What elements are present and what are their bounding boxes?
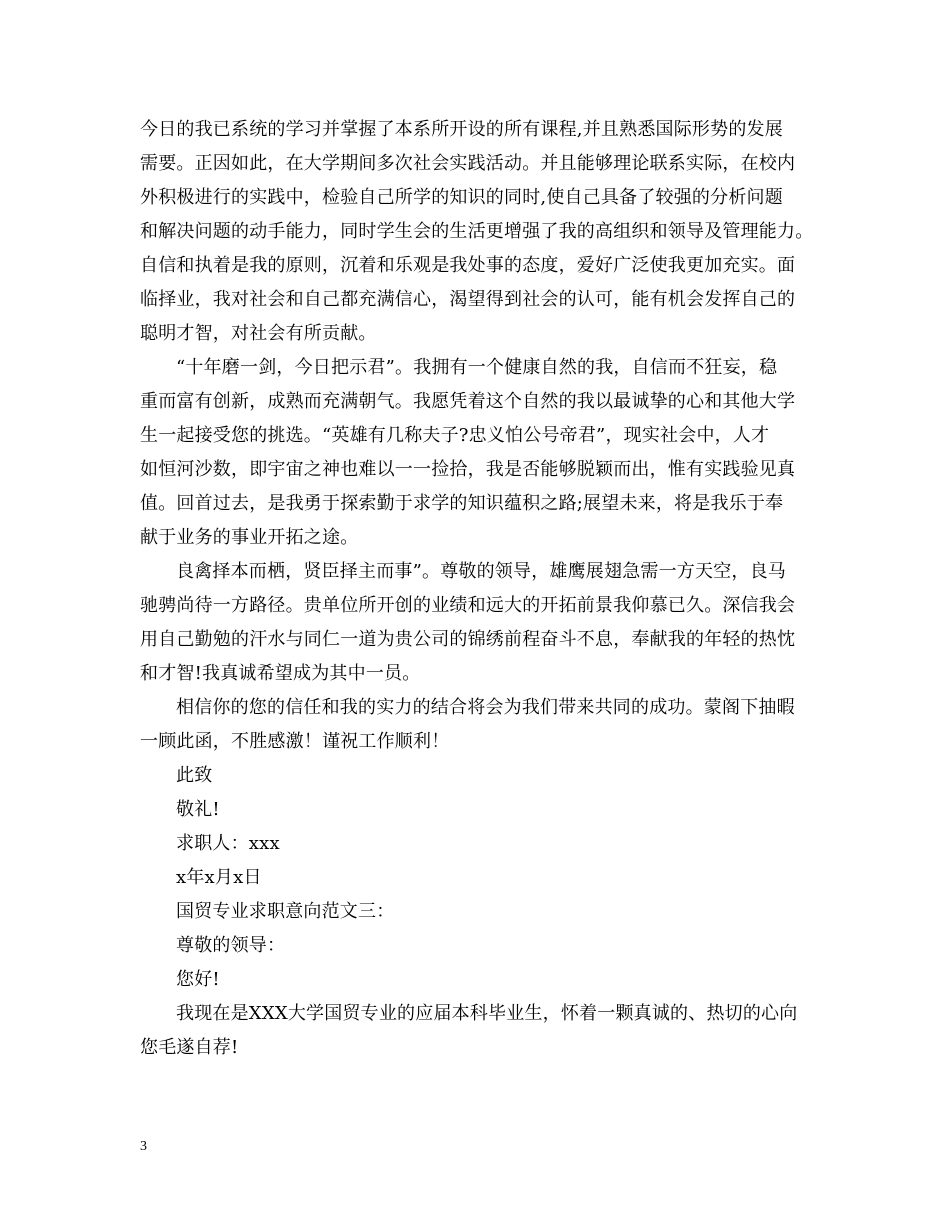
text-line: 生一起接受您的挑选。“英雄有几称夫子?忠义怕公号帝君”，现实社会中，人才	[140, 425, 770, 446]
text-line: 和才智!我真诚希望成为其中一员。	[140, 663, 421, 684]
text-line: 驰骋尚待一方路径。贵单位所开创的业绩和远大的开拓前景我仰慕已久。深信我会	[140, 595, 796, 616]
text-line: 一顾此函，不胜感激！谨祝工作顺利！	[140, 731, 450, 752]
text-line: 临择业，我对社会和自己都充满信心，渴望得到社会的认可，能有机会发挥自己的	[140, 289, 796, 310]
text-line: 献于业务的事业开拓之途。	[140, 527, 359, 548]
paragraph-start-line: 相信你的您的信任和我的实力的结合将会为我们带来共同的成功。蒙阁下抽暇	[176, 697, 795, 718]
text-line: 需要。正因如此，在大学期间多次社会实践活动。并且能够理论联系实际，在校内	[140, 153, 796, 174]
closing-salutation: 此致	[176, 765, 213, 786]
text-line: 重而富有创新，成熟而充满朝气。我愿凭着这个自然的我以最诚挚的心和其他大学	[140, 391, 796, 412]
paragraph-start-line: 良禽择本而栖，贤臣择主而事”。尊敬的领导，雄鹰展翅急需一方天空，良马	[176, 561, 786, 582]
text-line: 今日的我已系统的学习并掌握了本系所开设的所有课程,并且熟悉国际形势的发展	[140, 119, 783, 140]
text-line: 如恒河沙数，即宇宙之神也难以一一捡拾，我是否能够脱颖而出，惟有实践验见真	[140, 459, 796, 480]
paragraph-start-line: “十年磨一剑，今日把示君”。我拥有一个健康自然的我，自信而不狂妄，稳	[176, 357, 778, 378]
greeting: 您好!	[176, 969, 220, 990]
text-line: 聪明才智，对社会有所贡献。	[140, 323, 377, 344]
section-title: 国贸专业求职意向范文三：	[176, 901, 395, 922]
page-number: 3	[140, 1139, 147, 1154]
salutation: 尊敬的领导：	[176, 935, 286, 956]
text-line: 值。回首过去，是我勇于探索勤于求学的知识蕴积之路;展望未来，将是我乐于奉	[140, 493, 784, 514]
text-line: 外积极进行的实践中，检验自己所学的知识的同时,使自己具备了较强的分析问题	[140, 187, 783, 208]
text-line: 用自己勤勉的汗水与同仁一道为贵公司的锦绣前程奋斗不息，奉献我的年轻的热忱	[140, 629, 796, 650]
closing-regards: 敬礼!	[176, 799, 220, 820]
text-line: 自信和执着是我的原则，沉着和乐观是我处事的态度，爱好广泛使我更加充实。面	[140, 255, 796, 276]
text-line: 您毛遂自荐!	[140, 1037, 239, 1058]
text-line: 和解决问题的动手能力，同时学生会的生活更增强了我的高组织和领导及管理能力。	[140, 221, 814, 242]
letter-date: x年x月x日	[176, 867, 262, 888]
paragraph-start-line: 我现在是XXX大学国贸专业的应届本科毕业生，怀着一颗真诚的、热切的心向	[176, 1003, 798, 1024]
applicant-name: 求职人：xxx	[176, 833, 280, 854]
